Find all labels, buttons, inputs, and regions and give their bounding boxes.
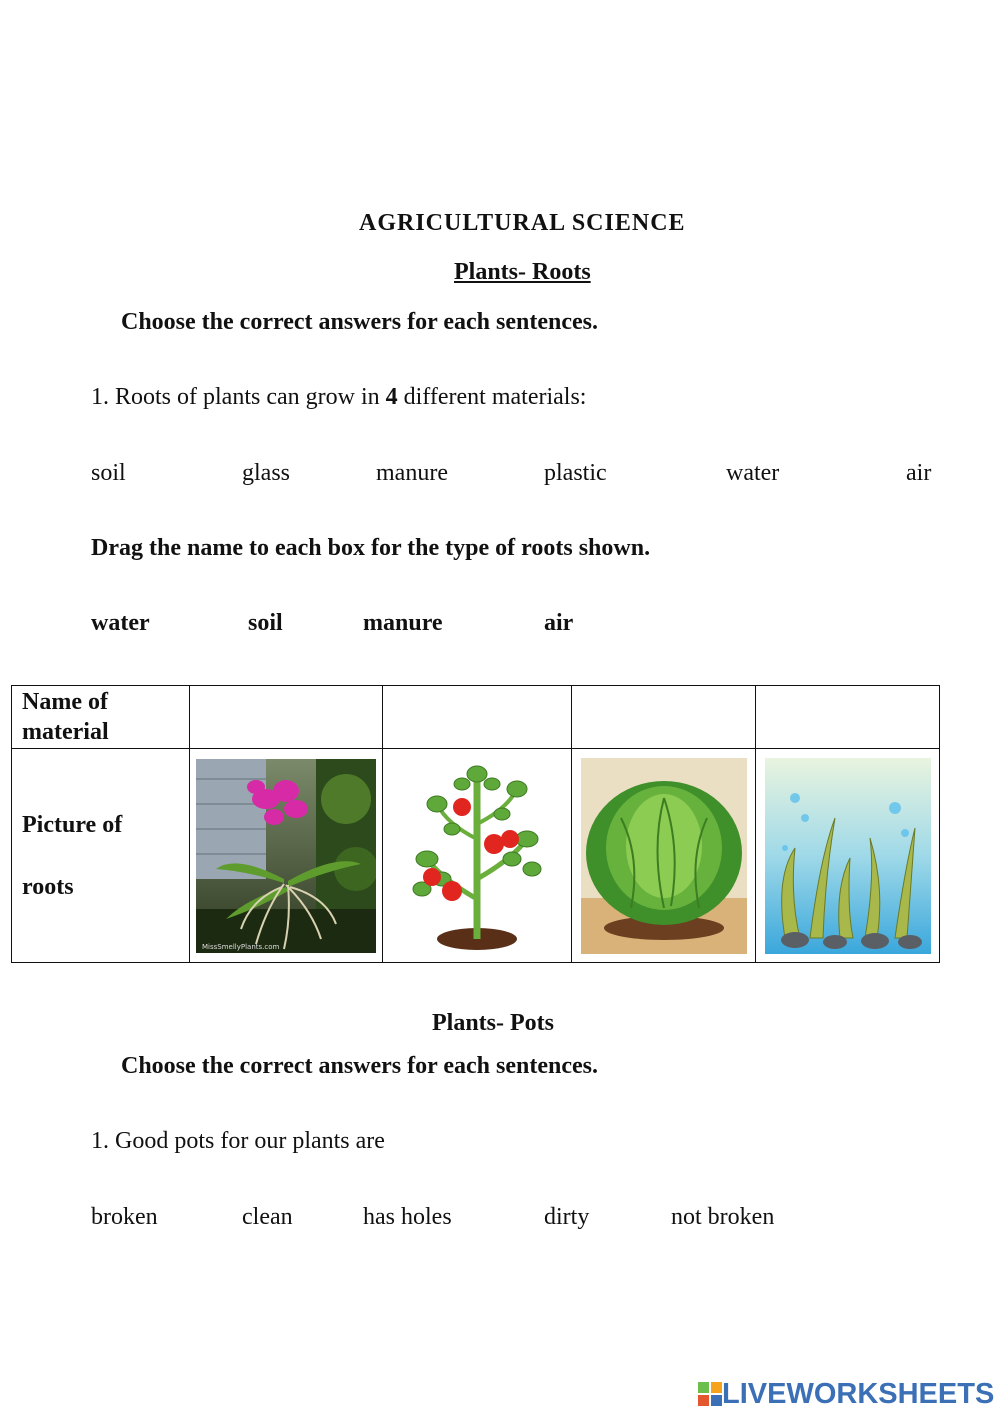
option-has-holes[interactable]: has holes	[363, 1204, 452, 1230]
drag-word-soil[interactable]: soil	[248, 610, 283, 636]
question-text-before: Roots of plants can grow in	[115, 384, 380, 410]
aquatic-plants-image	[765, 758, 931, 954]
option-broken[interactable]: broken	[91, 1204, 158, 1230]
question-roots	[91, 384, 586, 411]
drop-box-4[interactable]	[756, 686, 940, 749]
drop-box-3[interactable]	[572, 686, 756, 749]
question-pots	[91, 1128, 385, 1155]
instruction-roots: Choose the correct answers for each sentences.	[121, 309, 598, 335]
question-number: 1.	[91, 384, 109, 410]
option-dirty[interactable]: dirty	[544, 1204, 590, 1230]
row-label-picture-line2: roots	[22, 873, 74, 900]
drag-word-manure[interactable]: manure	[363, 610, 443, 636]
drop-box-1[interactable]	[190, 686, 383, 749]
row-label-picture-line1: Picture of	[22, 811, 123, 838]
logo-blocks-icon	[698, 1382, 722, 1406]
section-heading-pots: Plants- Pots	[432, 1010, 554, 1036]
roots-table	[11, 685, 940, 963]
option-glass[interactable]: glass	[242, 460, 290, 486]
drop-box-2[interactable]	[383, 686, 572, 749]
question-pots-text: Good pots for our plants are	[115, 1128, 385, 1154]
row-label-picture	[12, 749, 190, 963]
option-soil[interactable]: soil	[91, 460, 126, 486]
question-text-after: different materials:	[403, 384, 587, 410]
picture-cell-1	[190, 749, 383, 963]
row-label-material: Name of material	[12, 686, 190, 749]
cabbage-image	[581, 758, 747, 954]
question-pots-number: 1.	[91, 1128, 109, 1154]
tomato-plant-image	[402, 759, 552, 953]
drag-word-air[interactable]: air	[544, 610, 574, 636]
page-title: AGRICULTURAL SCIENCE	[359, 210, 686, 236]
photo-watermark: MissSmellyPlants.com	[202, 942, 280, 951]
liveworksheets-logo	[698, 1378, 994, 1410]
option-clean[interactable]: clean	[242, 1204, 293, 1230]
instruction-pots: Choose the correct answers for each sentences.	[121, 1053, 598, 1079]
option-plastic[interactable]: plastic	[544, 460, 607, 486]
orchid-roots-image	[196, 759, 376, 953]
logo-text: LIVEWORKSHEETS	[722, 1377, 995, 1410]
picture-cell-4	[756, 749, 940, 963]
option-not-broken[interactable]: not broken	[671, 1204, 775, 1230]
question-bold-number: 4	[385, 384, 398, 410]
option-air[interactable]: air	[906, 460, 932, 486]
drag-instruction: Drag the name to each box for the type of roots shown.	[91, 535, 651, 561]
picture-cell-2	[383, 749, 572, 963]
option-manure[interactable]: manure	[376, 460, 448, 486]
section-heading-roots: Plants- Roots	[454, 259, 591, 285]
option-water[interactable]: water	[726, 460, 780, 486]
drag-word-water[interactable]: water	[91, 610, 150, 636]
picture-cell-3	[572, 749, 756, 963]
